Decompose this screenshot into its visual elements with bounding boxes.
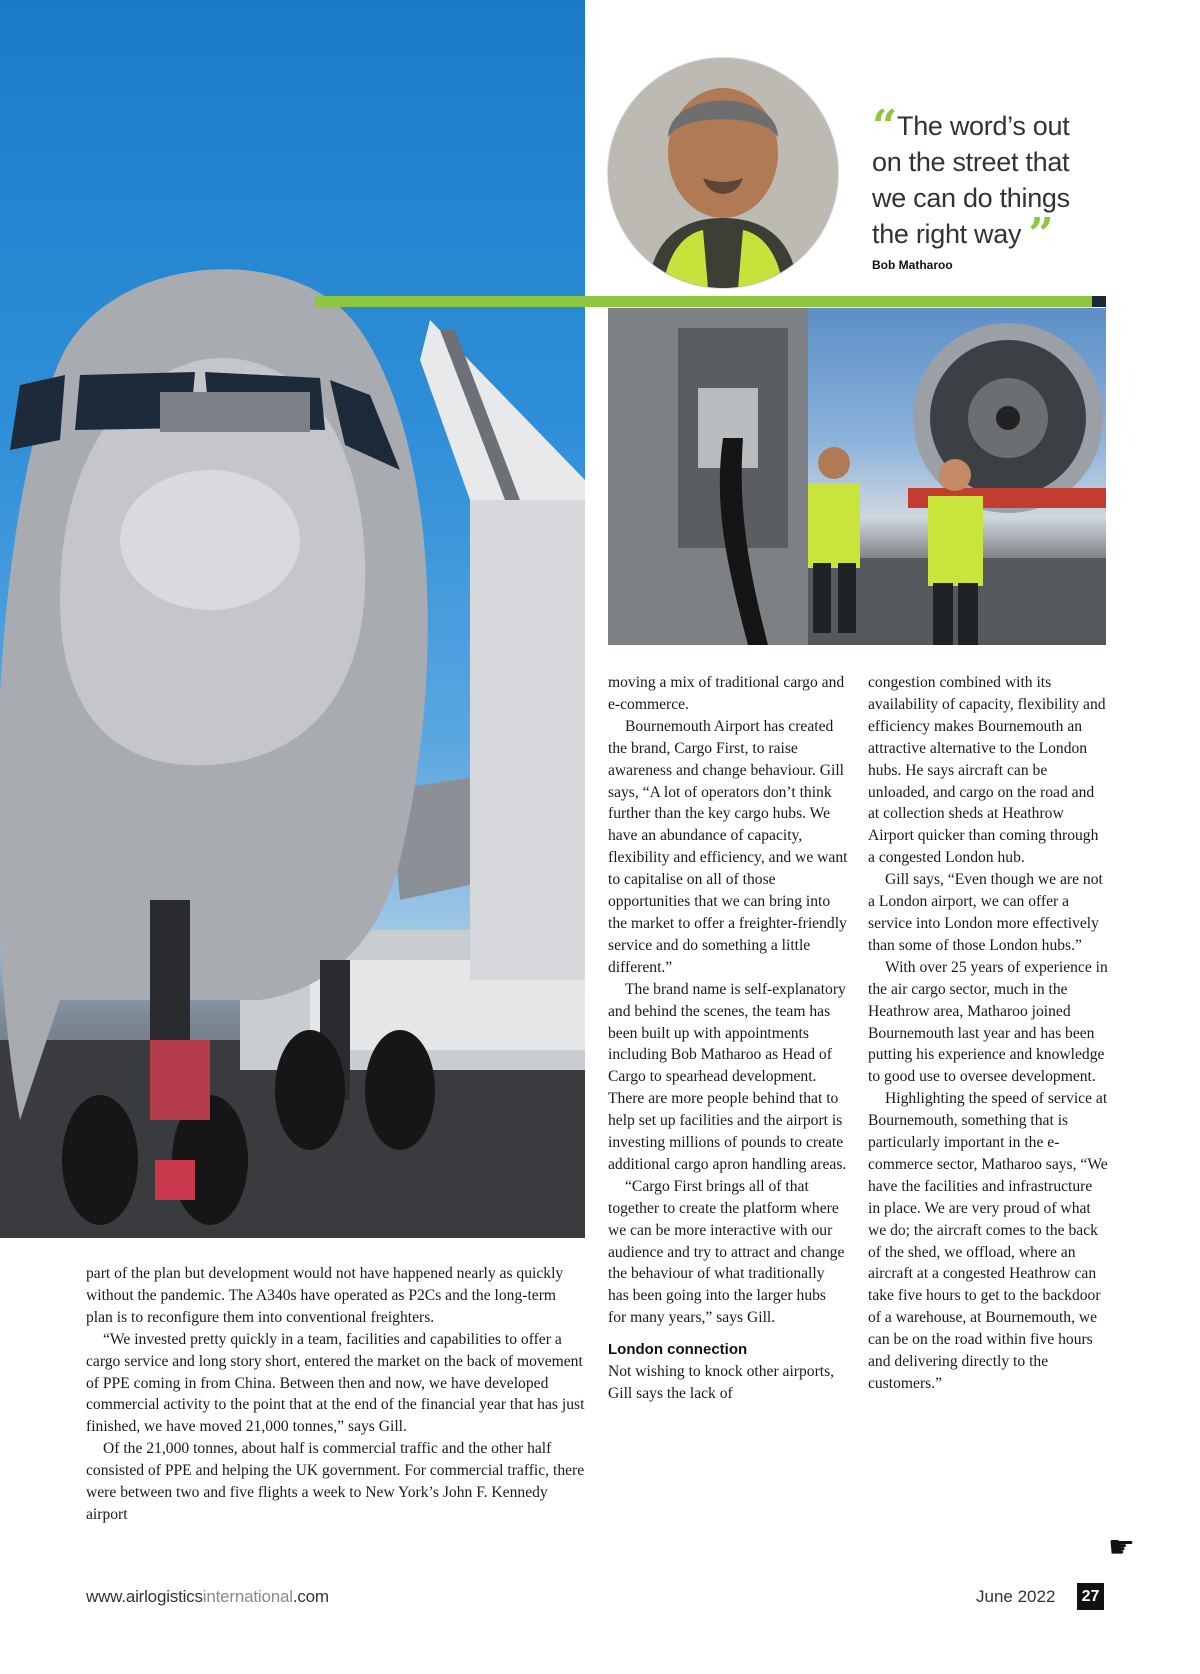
pull-quote-attribution: Bob Matharoo [872,258,953,272]
accent-rule-end [1092,296,1106,307]
paragraph: Highlighting the speed of service at Bournemouth, something that is particularly important in the e-commerce sector, Matharoo says, “We have the facilities and infrastructure in place. We are very proud of what we do; the aircraft comes to the back of the shed, we offload, where an aircraft at a congested Heathrow can take five hours to get to the backdoor of a warehouse, at Bournemouth, we can be on the road within five hours and delivering directly to the customers.” [868,1090,1108,1392]
portrait-illustration [608,58,838,288]
paragraph: The brand name is self-explanatory and behind the scenes, the team has been built up with appointments including Bob Matharoo as Head of Cargo to spearhead development. There are more people behind that to help set up facilities and the airport is investing millions of pounds to create additional cargo apron handling areas. [608,980,847,1173]
footer-website[interactable] [86,1587,329,1607]
article-column-right [868,672,1108,1395]
ground-crew-illustration [608,308,1106,645]
aircraft-illustration [0,0,585,1238]
section-heading: London connection [608,1341,748,1359]
paragraph: With over 25 years of experience in the air cargo sector, much in the Heathrow area, Matharoo joined Bournemouth last year and has been putting his experience and knowledge to good use to oversee development. [868,958,1108,1086]
footer-issue-date: June 2022 [976,1587,1056,1606]
paragraph: part of the plan but development would not have happened nearly as quickly without the pandemic. The A340s have operated as P2Cs and the long-term plan is to reconfigure them into conventional freighters. [86,1265,564,1326]
pull-quote-body: The word’s out on the street that we can do things the right way [872,111,1070,249]
aircraft-nose-photo [0,0,585,1238]
page-number: 27 [1077,1583,1104,1610]
paragraph: “We invested pretty quickly in a team, facilities and capabilities to offer a cargo service and long story short, entered the market on the back of movement of PPE coming in from China. Between then and now, we have developed commercial activity to the point that at the end of the financial year that has just finished, we have moved 21,000 tonnes,” says Gill. [86,1330,585,1436]
pointing-hand-icon: ☛ [1108,1530,1135,1565]
pull-quote-text [872,101,1102,260]
bob-matharoo-portrait [608,58,838,288]
footer-url-suffix: .com [292,1587,329,1606]
paragraph: congestion combined with its availability of capacity, flexibility and efficiency makes Bournemouth an attractive alternative to the London hubs. He says aircraft can be unloaded, and cargo on the road and at collection sheds at Heathrow Airport quicker than coming through a congested London hub. [868,674,1106,867]
article-column-middle [608,672,848,1405]
paragraph: Gill says, “Even though we are not a London airport, we can offer a service into London more effectively than some of those London hubs.” [868,871,1103,954]
accent-rule [315,296,1095,307]
open-quote-mark: “ [872,101,898,152]
close-quote-mark: ” [1028,209,1054,260]
ground-crew-photo [608,308,1106,645]
footer-url-prefix: www.airlogistics [86,1587,203,1606]
pull-quote [872,101,1102,272]
paragraph: “Cargo First brings all of that together to create the platform where we can be more interactive with our audience and try to attract and change the behaviour of what traditionally has been going into the larger hubs for many years,” says Gill. [608,1177,845,1327]
paragraph: moving a mix of traditional cargo and e-commerce. [608,674,845,713]
article-column-left [86,1263,586,1526]
footer-url-thin: international [202,1587,293,1606]
paragraph: Of the 21,000 tonnes, about half is commercial traffic and the other half consisted of PPE and helping the UK government. For commercial traffic, there were between two and five flights a week to New York’s John F. Kennedy airport [86,1440,585,1523]
paragraph: Bournemouth Airport has created the brand, Cargo First, to raise awareness and change behaviour. Gill says, “A lot of operators don’t think further than the key cargo hubs. We have an abundance of capacity, flexibility and efficiency, and we want to capitalise on all of those opportunities that we can bring into the market to offer a freighter-friendly service and do something a little different.” [608,717,848,976]
paragraph: Not wishing to knock other airports, Gill says the lack of [608,1363,835,1403]
